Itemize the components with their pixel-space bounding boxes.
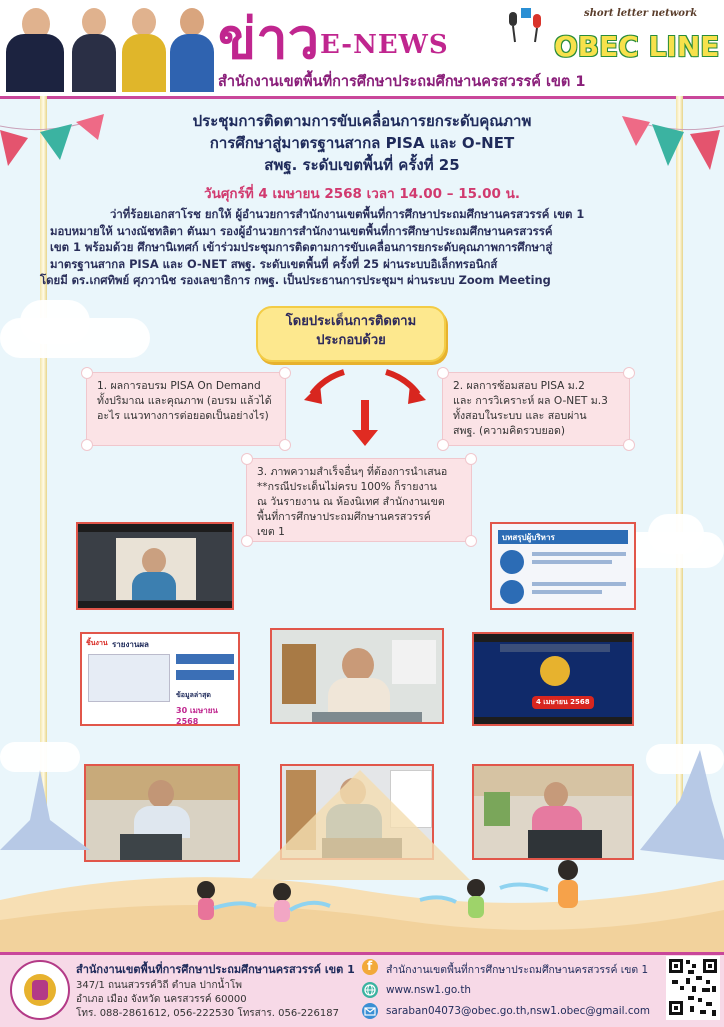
photo-zoom-presentation — [472, 632, 634, 726]
footer-phone: โทร. 088-2861612, 056-222530 โทรสาร. 056-226187 — [76, 1008, 339, 1019]
topic-3-line-3: ณ วันรายงาน ณ ห้องนิเทศ สำนักงานเขต — [257, 496, 445, 508]
header-subtitle: สำนักงานเขตพื้นที่การศึกษาประถมศึกษานครสวรรค์ เขต 1 — [218, 74, 586, 90]
topic-2-line-4: สพฐ. (ความคิดรวบยอด) — [453, 425, 566, 437]
person-photo-3 — [122, 4, 166, 92]
water-splash-4 — [500, 884, 548, 890]
topic-1-line-1: 1. ผลการอบรม PISA On Demand — [97, 380, 261, 392]
mail-icon — [362, 1003, 378, 1019]
topic-2-line-2: และ การวิเคราะห์ ผล O-NET ม.3 — [453, 395, 608, 407]
footer-org-name: สำนักงานเขตพื้นที่การศึกษาประถมศึกษานครสวรรค์ เขต 1 — [76, 963, 355, 976]
topic-3-line-1: 3. ภาพความสำเร็จอื่นๆ ที่ต้องการนำเสนอ — [257, 466, 448, 478]
child-4-head — [558, 860, 578, 880]
headline-line-3: สพฐ. ระดับเขตพื้นที่ ครั้งที่ 25 — [264, 156, 460, 174]
topic-3-line-5: เขต 1 — [257, 526, 285, 538]
photo-office-woman — [270, 628, 444, 724]
news-en-logo: E-NEWS — [320, 30, 449, 60]
globe-icon — [362, 982, 378, 998]
slide-banner-text: บทสรุปผู้บริหาร — [502, 533, 555, 542]
topic-3-line-2: **กรณีประเด็นไม่ครบ 100% ก็รายงาน — [257, 481, 437, 493]
news-thai-logo: ข่าว — [218, 6, 320, 72]
footer-facebook[interactable]: สำนักงานเขตพื้นที่การศึกษาประถมศึกษานครสวรรค์ เขต 1 — [386, 964, 649, 976]
body-line-4: มาตรฐานสากล PISA และ O-NET สพฐ. ระดับเขตพื้นที่ ครั้งที่ 25 ผ่านระบบอิเล็กทรอนิกส์ — [50, 256, 498, 271]
child-1-head — [197, 881, 215, 899]
footer-website[interactable]: www.nsw1.go.th — [386, 984, 471, 996]
footer-email[interactable]: saraban04073@obec.go.th,nsw1.obec@gmail.com — [386, 1005, 651, 1017]
child-3-head — [467, 879, 485, 897]
zoom-date-text: 4 เมษายน 2568 — [532, 696, 594, 709]
body-paragraph — [40, 206, 680, 289]
person-photo-2 — [72, 4, 116, 92]
photo-slide-summary — [490, 522, 636, 610]
office-seal-icon — [10, 960, 70, 1020]
body-line-3: เขต 1 พร้อมด้วย ศึกษานิเทศก์ เข้าร่วมประชุมการติดตามการขับเคลื่อนการยกระดับคุณภาพการศึกษาสู่ — [50, 240, 553, 254]
person-photo-4 — [170, 4, 214, 92]
footer-address-2: อำเภอ เมือง จังหวัด นครสวรรค์ 60000 — [76, 994, 247, 1005]
slide-title-text: รายงานผล — [112, 640, 149, 649]
topics-heading-line-2: ประกอบด้วย — [316, 333, 386, 348]
slide-tag-text: ชิ้นงาน — [86, 639, 108, 647]
child-1-body — [198, 898, 214, 920]
topics-heading-box — [256, 306, 446, 362]
microphone-icon — [505, 8, 545, 44]
body-line-1: ว่าที่ร้อยเอกสาโรช ยกให้ ผู้อำนวยการสำนักงานเขตพื้นที่การศึกษาประถมศึกษานครสวรรค์ เขต 1 — [110, 207, 585, 221]
body-line-5: โดยมี ดร.เกศทิพย์ ศุภวานิช รองเลขาธิการ กพฐ. เป็นประธานการประชุมฯ ผ่านระบบ Zoom Meeting — [40, 273, 551, 287]
right-pole — [676, 96, 683, 816]
qr-code-icon[interactable] — [666, 956, 720, 1020]
headline — [40, 110, 684, 176]
slide-date-label: ข้อมูลล่าสุด — [176, 691, 211, 699]
child-2-head — [273, 883, 291, 901]
headline-line-1: ประชุมการติดตามการขับเคลื่อนการยกระดับคุณภาพ — [192, 112, 532, 130]
cloud-left-puff — [20, 300, 90, 344]
child-3-body — [468, 896, 484, 918]
topic-1-line-2: ทั้งปริมาณ และคุณภาพ (อบรม แล้วได้ — [97, 395, 272, 407]
child-4-body — [558, 880, 578, 908]
topic-1-line-3: อะไร แนวทางการต่อยอดเป็นอย่างไร) — [97, 410, 269, 422]
facebook-icon: f — [362, 959, 378, 975]
topic-2-line-3: ทั้งสอบในระบบ และ สอบผ่าน — [453, 410, 587, 422]
topic-card-1 — [86, 372, 286, 446]
topics-heading-line-1: โดยประเด็นการติดตาม — [285, 314, 417, 329]
headline-line-2: การศึกษาสู่มาตรฐานสากล PISA และ O-NET — [209, 134, 515, 152]
cloud-right-puff — [648, 514, 704, 554]
child-2-body — [274, 900, 290, 922]
slide-date-text: 30 เมษายน 2568 — [176, 704, 238, 726]
arrows-diagram — [300, 364, 430, 450]
person-photo-1 — [6, 4, 64, 92]
songkran-scene — [0, 730, 724, 952]
photo-report-slide — [80, 632, 240, 726]
topic-3-line-4: พื้นที่การศึกษาประถมศึกษานครสวรรค์ — [257, 511, 431, 523]
meeting-date: วันศุกร์ที่ 4 เมษายน 2568 เวลา 14.00 – 15.00 น. — [204, 186, 520, 202]
left-pole — [40, 96, 47, 816]
footer-address-1: 347/1 ถนนสวรรค์วิถี ตำบล ปากน้ำโพ — [76, 980, 242, 991]
tagline: short letter network — [584, 8, 698, 19]
obec-line-logo: OBEC LINE — [554, 30, 720, 63]
body-line-2: มอบหมายให้ นางณัชทลิตา ตันมา รองผู้อำนวยการสำนักงานเขตพื้นที่การศึกษาประถมศึกษานครสวรรค์ — [50, 223, 553, 238]
topic-2-line-1: 2. ผลการซ้อมสอบ PISA ม.2 — [453, 380, 585, 392]
topic-card-3 — [246, 458, 472, 542]
topic-card-2 — [442, 372, 630, 446]
photo-zoom-speaker — [76, 522, 234, 610]
